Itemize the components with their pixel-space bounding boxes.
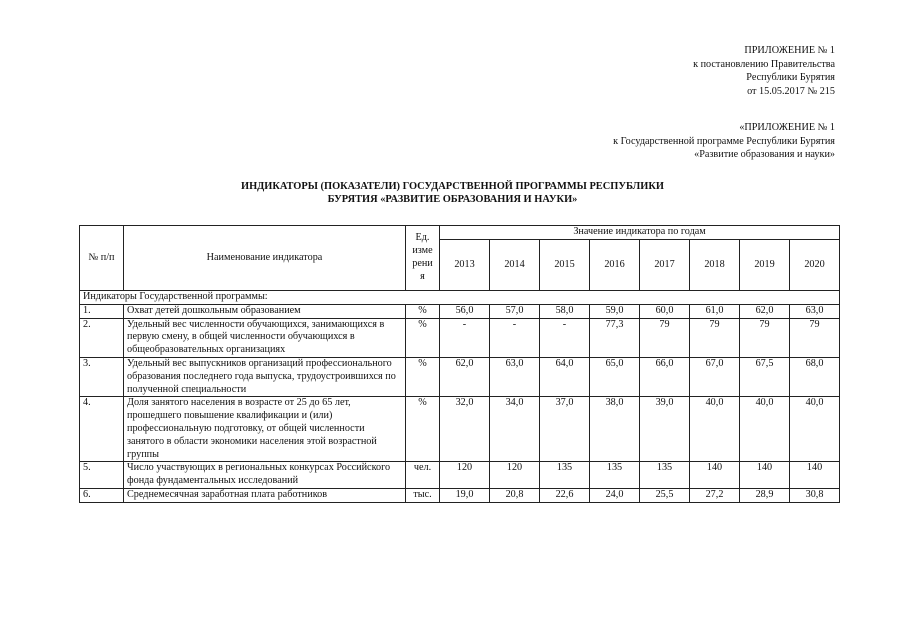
row-value: 38,0 (590, 397, 640, 462)
row-value: 63,0 (490, 357, 540, 396)
document-title (0, 180, 905, 206)
row-value: 65,0 (590, 357, 640, 396)
annex-state-program (613, 121, 835, 162)
row-unit: чел. (406, 462, 440, 489)
table-section-row (80, 291, 840, 305)
row-unit: тыс. (406, 488, 440, 502)
row-name: Число участвующих в региональных конкурсах Российского фонда фундаментальных исследований (124, 462, 406, 489)
row-name: Удельный вес численности обучающихся, занимающихся в первую смену, в общей численности обучающихся в общеобразовательных организациях (124, 318, 406, 357)
row-name: Охват детей дошкольным образованием (124, 304, 406, 318)
annex1-line: Республики Бурятия (746, 72, 835, 84)
header-year: 2014 (490, 240, 540, 291)
row-num: 5. (80, 462, 124, 489)
header-name: Наименование индикатора (124, 226, 406, 291)
table-row (80, 318, 840, 357)
row-value: 77,3 (590, 318, 640, 357)
row-value: 63,0 (790, 304, 840, 318)
row-value: 68,0 (790, 357, 840, 396)
annex2-line: «Развитие образования и науки» (694, 149, 835, 161)
row-value: 140 (740, 462, 790, 489)
row-value: 67,5 (740, 357, 790, 396)
table-row (80, 304, 840, 318)
row-value: 79 (790, 318, 840, 357)
table-header-row (80, 226, 840, 240)
row-num: 4. (80, 397, 124, 462)
row-name: Удельный вес выпускников организаций профессионального образования последнего года выпуска, трудоустроившихся по полученной специальности (124, 357, 406, 396)
row-value: - (490, 318, 540, 357)
row-value: 22,6 (540, 488, 590, 502)
row-value: 135 (540, 462, 590, 489)
header-num: № п/п (80, 226, 124, 291)
table-row (80, 397, 840, 462)
row-value: 60,0 (640, 304, 690, 318)
row-value: 66,0 (640, 357, 690, 396)
row-num: 1. (80, 304, 124, 318)
table-row (80, 462, 840, 489)
row-value: 39,0 (640, 397, 690, 462)
row-name: Доля занятого населения в возрасте от 25 до 65 лет, прошедшего повышение квалификации и (или) профессиональную подготовку, от общей численности занятого в области экономики населения этой возрастной группы (124, 397, 406, 462)
row-value: 79 (690, 318, 740, 357)
table-row (80, 488, 840, 502)
row-value: 67,0 (690, 357, 740, 396)
row-value: 59,0 (590, 304, 640, 318)
annex2-line: к Государственной программе Республики Бурятия (613, 135, 835, 147)
header-values-group: Значение индикатора по годам (440, 226, 840, 240)
row-value: 56,0 (440, 304, 490, 318)
row-value: 19,0 (440, 488, 490, 502)
row-value: 79 (640, 318, 690, 357)
row-value: - (540, 318, 590, 357)
header-year: 2016 (590, 240, 640, 291)
row-value: 62,0 (740, 304, 790, 318)
row-value: 40,0 (790, 397, 840, 462)
row-name: Среднемесячная заработная плата работников (124, 488, 406, 502)
row-value: 32,0 (440, 397, 490, 462)
row-value: 58,0 (540, 304, 590, 318)
row-value: 120 (490, 462, 540, 489)
annex1-line: от 15.05.2017 № 215 (747, 85, 835, 97)
annex1-line: к постановлению Правительства (693, 58, 835, 70)
document-title-line: ИНДИКАТОРЫ (ПОКАЗАТЕЛИ) ГОСУДАРСТВЕННОЙ ПРОГРАММЫ РЕСПУБЛИКИ (240, 181, 664, 192)
row-value: 135 (640, 462, 690, 489)
header-year: 2019 (740, 240, 790, 291)
annex-government-decree (693, 44, 835, 98)
row-value: 28,9 (740, 488, 790, 502)
row-value: 25,5 (640, 488, 690, 502)
header-year: 2018 (690, 240, 740, 291)
section-title: Индикаторы Государственной программы: (80, 291, 840, 305)
header-year: 2020 (790, 240, 840, 291)
row-num: 2. (80, 318, 124, 357)
row-value: 140 (690, 462, 740, 489)
row-value: 40,0 (740, 397, 790, 462)
row-value: 37,0 (540, 397, 590, 462)
row-value: 120 (440, 462, 490, 489)
row-value: 61,0 (690, 304, 740, 318)
table-row (80, 357, 840, 396)
row-value: 64,0 (540, 357, 590, 396)
annex1-line: ПРИЛОЖЕНИЕ № 1 (744, 45, 835, 56)
row-value: 27,2 (690, 488, 740, 502)
row-value: - (440, 318, 490, 357)
header-year: 2015 (540, 240, 590, 291)
row-value: 34,0 (490, 397, 540, 462)
annex2-line: «ПРИЛОЖЕНИЕ № 1 (739, 122, 835, 133)
row-value: 79 (740, 318, 790, 357)
row-value: 62,0 (440, 357, 490, 396)
row-unit: % (406, 357, 440, 396)
row-num: 6. (80, 488, 124, 502)
header-unit: Ед. изме рени я (406, 226, 440, 291)
row-value: 20,8 (490, 488, 540, 502)
row-unit: % (406, 304, 440, 318)
indicators-table (79, 225, 840, 503)
row-value: 24,0 (590, 488, 640, 502)
header-year: 2013 (440, 240, 490, 291)
row-unit: % (406, 318, 440, 357)
row-value: 140 (790, 462, 840, 489)
row-value: 57,0 (490, 304, 540, 318)
header-year: 2017 (640, 240, 690, 291)
document-title-line: БУРЯТИЯ «РАЗВИТИЕ ОБРАЗОВАНИЯ И НАУКИ» (327, 194, 578, 206)
row-value: 30,8 (790, 488, 840, 502)
row-unit: % (406, 397, 440, 462)
row-value: 40,0 (690, 397, 740, 462)
row-value: 135 (590, 462, 640, 489)
row-num: 3. (80, 357, 124, 396)
